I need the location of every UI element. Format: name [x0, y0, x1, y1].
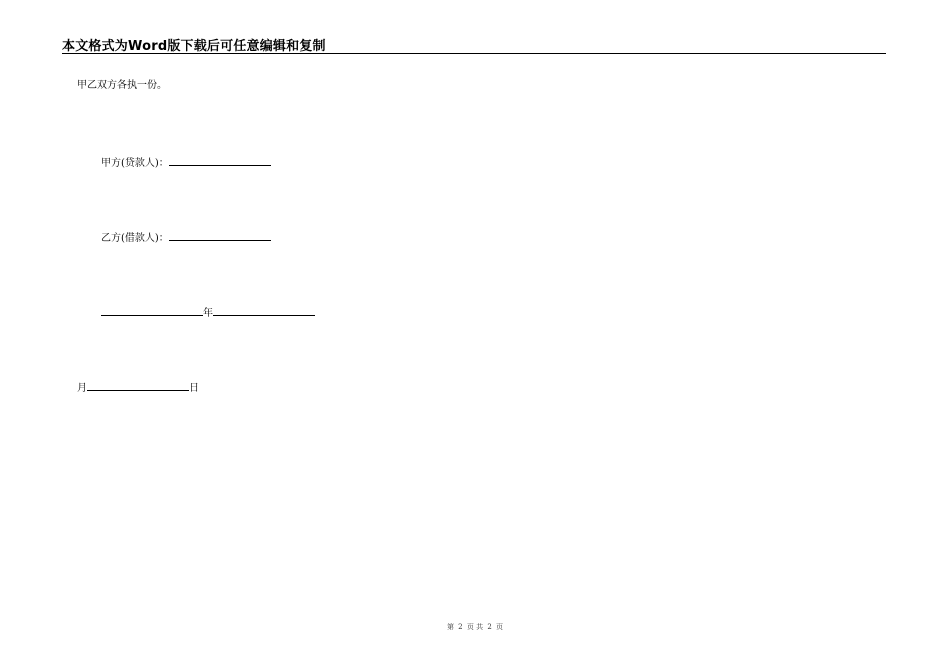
page-header [62, 33, 886, 54]
month-day-line [77, 380, 199, 395]
party-a-signature-line [101, 155, 271, 170]
year-suffix-blank [213, 305, 315, 316]
party-b-label: 乙方(借款人)： [101, 233, 169, 244]
footer-page-total: 2 [487, 623, 492, 631]
footer-page-prefix: 第 [446, 623, 454, 631]
page-footer [0, 622, 950, 632]
party-a-blank [169, 155, 271, 166]
party-b-blank [169, 230, 271, 241]
footer-page-suffix: 页 [496, 623, 504, 631]
year-label: 年 [203, 308, 213, 319]
year-line [101, 305, 315, 320]
year-prefix-blank [101, 305, 203, 316]
agreement-copies-text [77, 80, 167, 92]
month-label: 月 [77, 383, 87, 394]
party-a-label: 甲方(贷款人)： [101, 158, 169, 169]
month-blank [87, 380, 189, 391]
header-title: 本文格式为Word版下载后可任意编辑和复制 [62, 39, 326, 54]
copies-text: 甲乙双方各执一份。 [77, 80, 167, 91]
party-b-signature-line [101, 230, 271, 245]
footer-page-mid: 页 共 [466, 623, 484, 631]
day-label: 日 [189, 383, 199, 394]
footer-page-current: 2 [458, 623, 463, 631]
